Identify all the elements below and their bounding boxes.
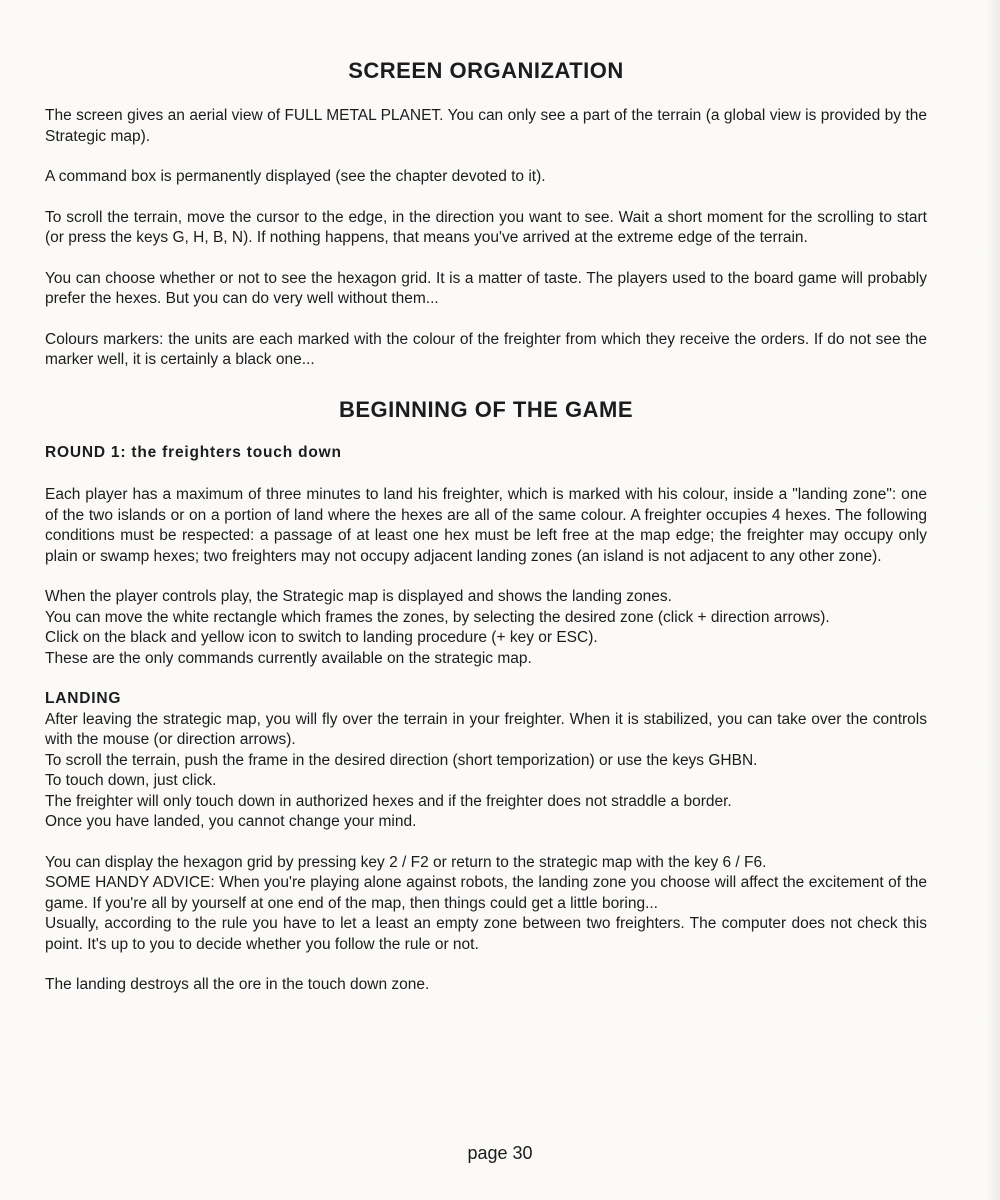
landing-line: Once you have landed, you cannot change your mind. [45,813,417,830]
paragraph-landing-destroys-ore: The landing destroys all the ore in the touch down zone. [45,976,430,993]
handy-advice [45,853,927,956]
advice-line: SOME HANDY ADVICE: When you're playing alone against robots, the landing zone you choose will affect the excitement of the game. If you're all by yourself at one end of the map, then things could get a little boring... [45,874,927,912]
paragraph-round1: Each player has a maximum of three minutes to land his freighter, which is marked with his colour, inside a "landing zone": one of the two islands or on a portion of land where the hexes are all of the same colour. A freighter occupies 4 hexes. The following conditions must be respected: a passage of at least one hex must be left free at the map edge; the freighter may occupy only plain or swamp hexes; two freighters may not occupy adjacent landing zones (an island is not adjacent to any other zone). [45,486,927,565]
page-content [45,56,927,1016]
spacer [45,833,927,853]
spacer [45,669,927,689]
landing-line: The freighter will only touch down in authorized hexes and if the freighter does not straddle a border. [45,792,732,810]
page-edge-shadow [986,0,1000,1200]
section-title-beginning-of-game: BEGINNING OF THE GAME [338,396,634,422]
page-number: page 30 [467,1143,533,1163]
paragraph-command-box: A command box is permanently displayed (see the chapter devoted to it). [45,168,546,185]
paragraph-hexagon-grid: You can choose whether or not to see the hexagon grid. It is a matter of taste. The players used to the board game will probably prefer the hexes. But you can do very well without them... [45,269,927,307]
advice-line: You can display the hexagon grid by pressing key 2 / F2 or return to the strategic map with the key 6 / F6. [45,853,767,871]
control-line: Click on the black and yellow icon to switch to landing procedure (+ key or ESC). [45,629,598,646]
control-line: These are the only commands currently available on the strategic map. [45,649,532,667]
landing-line: To scroll the terrain, push the frame in the desired direction (short temporization) or use the keys GHBN. [45,751,758,769]
section-title-screen-organization: SCREEN ORGANIZATION [348,58,624,83]
landing-heading: LANDING [45,690,122,707]
landing-line: After leaving the strategic map, you will fly over the terrain in your freighter. When it is stabilized, you can take over the controls with the mouse (or direction arrows). [45,710,927,748]
control-line: You can move the white rectangle which frames the zones, by selecting the desired zone (click + direction arrows). [45,608,830,626]
round1-heading: ROUND 1: the freighters touch down [45,443,342,461]
landing-instructions [45,710,927,833]
advice-line: Usually, according to the rule you have to let a least an empty zone between two freighters. The computer does not check this point. It's up to you to decide whether you follow the rule or not. [45,915,927,953]
paragraph-scroll-terrain: To scroll the terrain, move the cursor to the edge, in the direction you want to see. Wait a short moment for the scrolling to start (or press the keys G, H, B, N). If nothing happens, that means you've arrived at the extreme edge of the terrain. [45,208,927,246]
landing-line: To touch down, just click. [45,772,217,789]
paragraph-aerial-view: The screen gives an aerial view of FULL METAL PLANET. You can only see a part of the terrain (a global view is provided by the Strategic map). [45,107,927,145]
strategic-map-controls [45,587,927,669]
paragraph-colour-markers: Colours markers: the units are each marked with the colour of the freighter from which they receive the orders. If do not see the marker well, it is certainly a black one... [45,330,927,368]
control-line: When the player controls play, the Strategic map is displayed and shows the landing zones. [45,588,672,605]
spacer [45,955,927,975]
